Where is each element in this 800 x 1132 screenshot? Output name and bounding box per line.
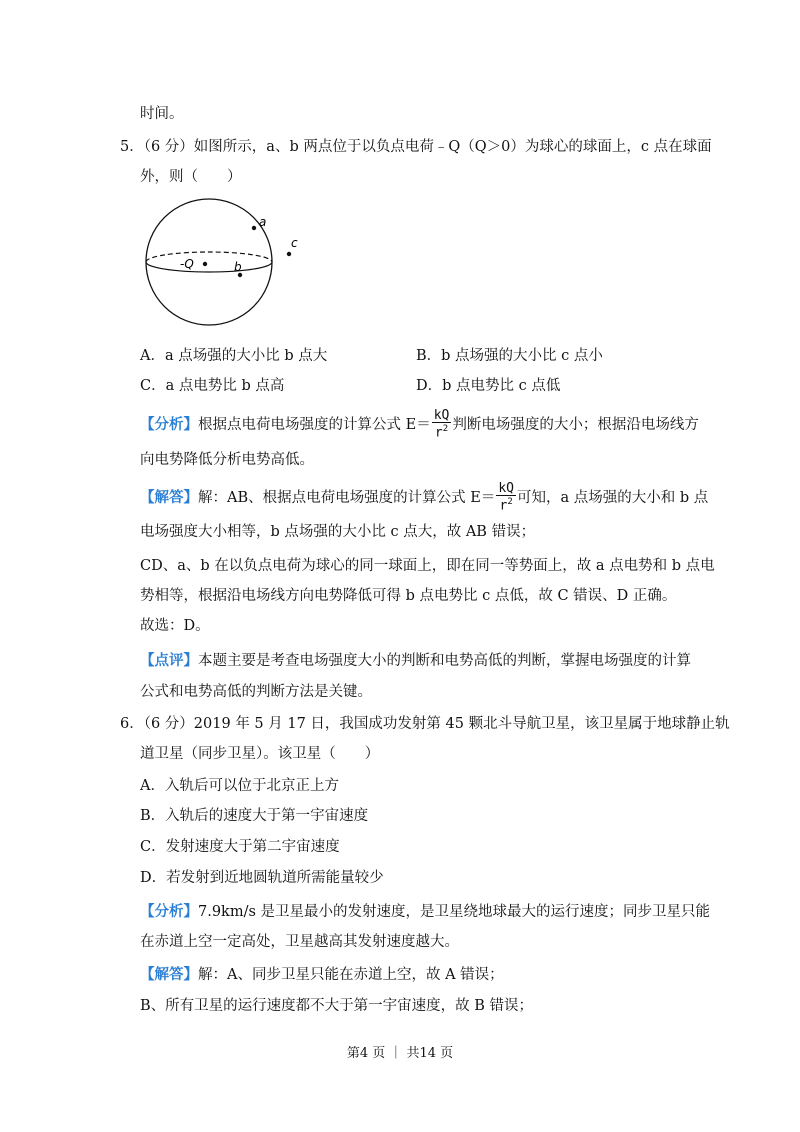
q5-option-d: D．b 点电势比 c 点低 [416, 378, 561, 394]
prev-text-line: 时间。 [140, 106, 184, 122]
page-footer: 第4 页 ｜ 共14 页 [346, 1046, 454, 1061]
analysis-tag: 【分析】 [140, 416, 198, 434]
q6-option-d: D．若发射到近地圆轨道所需能量较少 [140, 870, 384, 886]
q6-option-b: B．入轨后的速度大于第一宇宙速度 [140, 808, 369, 824]
answer-tag: 【解答】 [140, 489, 198, 507]
q5-comment-line-1 [140, 651, 691, 671]
equator-front [146, 262, 272, 272]
q5-option-a: A．a 点场强的大小比 b 点大 [140, 348, 328, 364]
formula-denominator-2: r [499, 498, 508, 514]
analysis-text-a: 根据点电荷电场强度的计算公式 E＝ [198, 417, 431, 434]
formula-exponent: 2 [442, 424, 449, 434]
q6-stem-line-1: 6．（6 分）2019 年 5 月 17 日，我国成功发射第 45 颗北斗导航卫星，该卫星属于地球静止轨 [120, 716, 730, 732]
comment-tag: 【点评】 [140, 652, 198, 669]
q5-answer-line-4: 势相等，根据沿电场线方向电势降低可得 b 点电势比 c 点低，故 C 错误、D 正确。 [140, 588, 677, 604]
answer-text-a: 解：AB、根据点电荷电场强度的计算公式 E＝ [198, 490, 496, 507]
formula-kq-over-r2 [432, 409, 452, 439]
charge-q-dot [203, 262, 207, 266]
q6-analysis-line-2: 在赤道上空一定高处，卫星越高其发射速度越大。 [140, 934, 459, 950]
q5-comment-line-2: 公式和电势高低的判断方法是关键。 [140, 684, 372, 700]
point-c-dot [287, 252, 291, 256]
comment-text: 本题主要是考查电场强度大小的判断和电势高低的判断，掌握电场强度的计算 [198, 653, 691, 669]
formula-kq-over-r2-2 [496, 482, 516, 512]
q6-answer-line-2: B、所有卫星的运行速度都不大于第一宇宙速度，故 B 错误； [140, 998, 534, 1014]
q5-answer-line-2: 电场强度大小相等，b 点场强的大小比 c 点大，故 AB 错误； [140, 524, 536, 540]
q5-option-b: B．b 点场强的大小比 c 点小 [416, 348, 603, 364]
point-a-dot [252, 226, 256, 230]
q5-stem-line-2: 外，则（ ） [140, 169, 242, 185]
q5-answer-line-3: CD、a、b 在以负点电荷为球心的同一球面上，即在同一等势面上，故 a 点电势和 b 点电 [140, 558, 715, 574]
q5-analysis-line-1 [140, 410, 699, 440]
label-c: c [291, 236, 298, 250]
q6-stem-line-2: 道卫星（同步卫星）。该卫星（ ） [140, 746, 380, 762]
q6-analysis-text: 7.9km/s 是卫星最小的发射速度，是卫星绕地球最大的运行速度；同步卫星只能 [198, 904, 711, 920]
formula-numerator-2: kQ [498, 481, 514, 496]
label-q: -Q [180, 257, 194, 271]
q5-answer-line-5: 故选：D。 [140, 618, 210, 634]
q6-analysis-line-1 [140, 902, 710, 922]
q5-stem-line-1: 5．（6 分）如图所示，a、b 两点位于以负点电荷﹣Q（Q＞0）为球心的球面上，c 点在球面 [120, 139, 712, 155]
q6-option-c: C．发射速度大于第二宇宙速度 [140, 839, 340, 855]
q5-analysis-line-2: 向电势降低分析电势高低。 [140, 452, 314, 468]
answer-text-b: 可知，a 点场强的大小和 b 点 [516, 490, 709, 507]
label-b: b [234, 260, 242, 274]
equator-back [146, 252, 272, 262]
q6-answer-tag: 【解答】 [140, 966, 198, 983]
q6-analysis-tag: 【分析】 [140, 903, 198, 920]
q5-answer-line-1 [140, 483, 708, 513]
formula-denominator: r [434, 425, 443, 441]
label-a: a [259, 215, 267, 229]
formula-exponent-2: 2 [507, 497, 513, 507]
q6-answer-line-1 [140, 965, 504, 985]
sphere-outline [146, 199, 272, 325]
q5-sphere-figure [138, 196, 318, 336]
q6-answer-text: 解：A、同步卫星只能在赤道上空，故 A 错误； [198, 967, 504, 983]
analysis-text-b: 判断电场强度的大小；根据沿电场线方 [452, 417, 699, 434]
q5-option-c: C．a 点电势比 b 点高 [140, 378, 285, 394]
formula-numerator: kQ [433, 408, 450, 423]
q6-option-a: A．入轨后可以位于北京正上方 [140, 778, 339, 794]
